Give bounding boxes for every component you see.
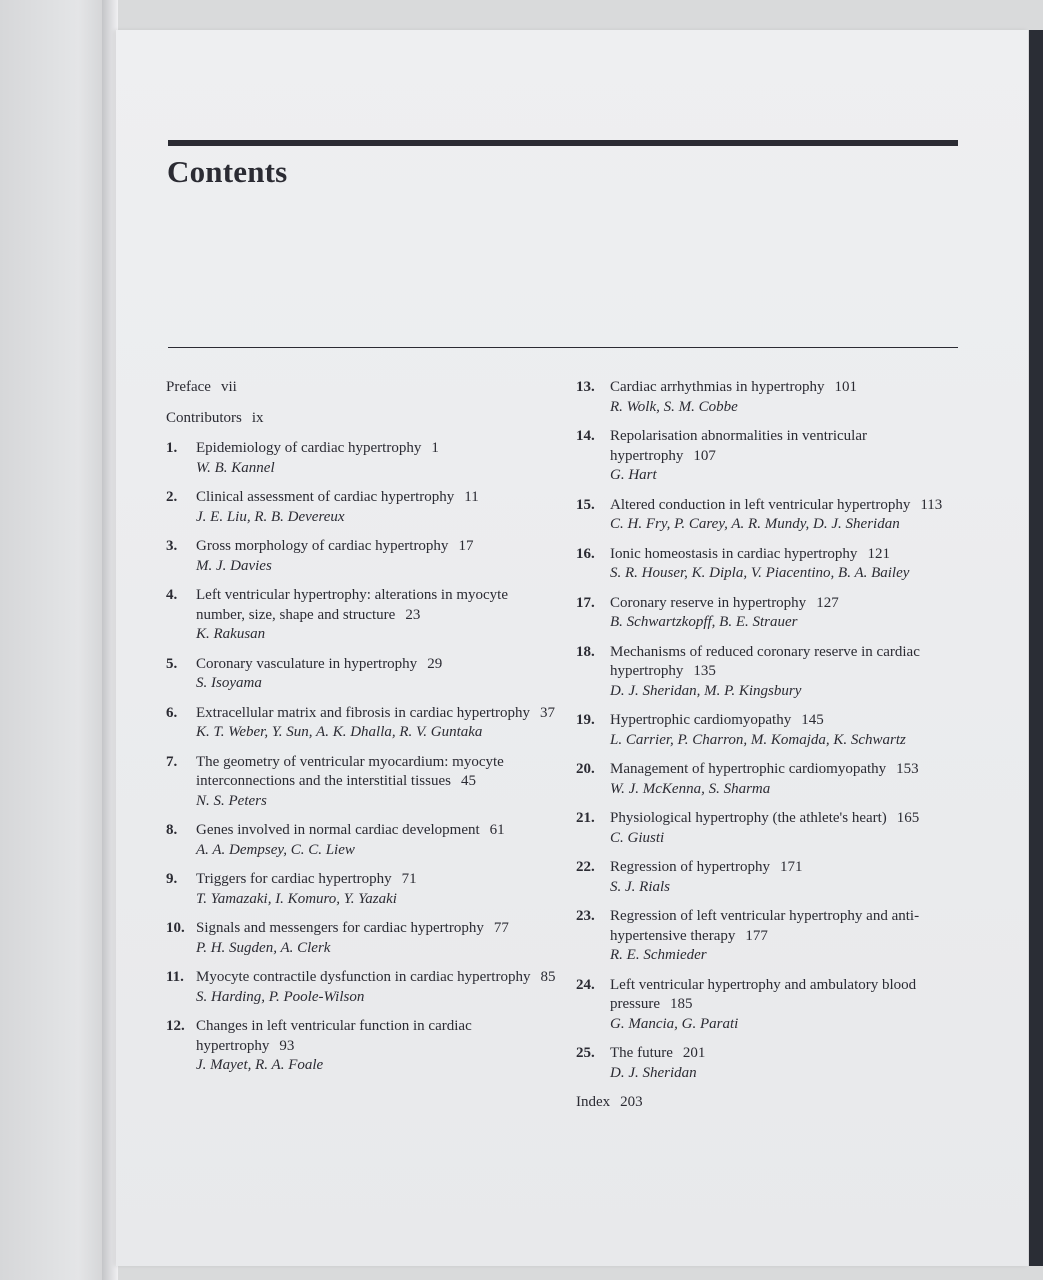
- toc-entry: [576, 760, 968, 799]
- toc-front-preface: [166, 378, 556, 398]
- chapter-number: 15.: [576, 496, 595, 513]
- chapter-number: 23.: [576, 908, 595, 924]
- chapter-title: Physiological hypertrophy (the athlete's heart): [610, 810, 887, 826]
- toc-entry: [166, 1017, 556, 1076]
- chapter-title: Altered conduction in left ventricular hypertrophy: [610, 496, 911, 513]
- chapter-page: 71: [401, 871, 417, 887]
- facing-page: [0, 0, 112, 1280]
- toc-front-contributors: [166, 409, 556, 429]
- toc-entry: [166, 537, 556, 576]
- chapter-authors: T. Yamazaki, I. Komuro, Y. Yazaki: [196, 890, 397, 907]
- chapter-title: Hypertrophic cardiomyopathy: [610, 712, 792, 728]
- front-label: Preface: [166, 379, 211, 395]
- toc-entry: [576, 496, 968, 535]
- chapter-title-line: [610, 427, 968, 466]
- chapter-authors: M. J. Davies: [196, 557, 272, 574]
- chapter-number: 8.: [166, 822, 178, 838]
- toc-entry: [576, 907, 968, 966]
- chapter-title-line: [610, 907, 968, 946]
- chapter-title: Signals and messengers for cardiac hypertrophy: [196, 920, 484, 936]
- chapter-page: 101: [834, 379, 858, 395]
- chapter-title: Genes involved in normal cardiac development: [196, 822, 480, 838]
- chapter-title: Regression of hypertrophy: [610, 859, 770, 875]
- toc-entry: [576, 643, 968, 702]
- chapter-title: Regression of left ventricular hypertrophy and anti-hypertensive therapy: [610, 908, 920, 944]
- chapter-number: 4.: [166, 587, 178, 603]
- chapter-page: 177: [745, 927, 768, 944]
- chapter-page: 17: [458, 538, 474, 554]
- chapter-title-line: [196, 537, 556, 557]
- chapter-page: 201: [682, 1045, 706, 1061]
- chapter-page: 121: [867, 545, 890, 562]
- chapter-authors: S. J. Rials: [610, 878, 670, 895]
- chapter-title-line: [196, 919, 556, 939]
- chapter-page: 185: [669, 996, 693, 1012]
- chapter-authors: C. Giusti: [610, 829, 665, 846]
- chapter-authors: R. Wolk, S. M. Cobbe: [610, 398, 738, 415]
- toc-entry: [166, 704, 556, 743]
- back-label: Index: [576, 1094, 611, 1110]
- chapter-title-line: [610, 809, 968, 829]
- chapter-title-line: [196, 1017, 556, 1056]
- chapter-number: 6.: [166, 704, 178, 721]
- chapter-title-line: [196, 753, 556, 792]
- front-page: vii: [220, 379, 237, 395]
- chapter-title-line: [610, 1044, 968, 1064]
- chapter-number: 21.: [576, 810, 595, 826]
- toc-entry: [166, 655, 556, 694]
- chapter-title: Epidemiology of cardiac hypertrophy: [196, 440, 422, 456]
- chapter-authors: S. R. Houser, K. Dipla, V. Piacentino, B. A. Bailey: [610, 565, 910, 581]
- chapter-page: 127: [816, 594, 839, 611]
- toc-entry: [576, 1044, 968, 1083]
- chapter-authors: J. E. Liu, R. B. Devereux: [196, 508, 345, 525]
- chapter-title-line: [610, 594, 968, 614]
- page-title: Contents: [167, 154, 288, 189]
- toc-entries-left: [166, 439, 556, 1076]
- chapter-authors: W. J. McKenna, S. Sharma: [610, 780, 771, 797]
- chapter-authors: N. S. Peters: [196, 792, 267, 809]
- chapter-title: Ionic homeostasis in cardiac hypertrophy: [610, 545, 858, 562]
- toc-entries-right: [576, 378, 968, 1083]
- chapter-title-line: [196, 586, 556, 625]
- chapter-page: 171: [779, 859, 803, 875]
- toc-entry: [576, 711, 968, 750]
- chapter-title-line: [610, 711, 968, 731]
- chapter-title-line: [196, 704, 556, 724]
- chapter-page: 61: [489, 822, 505, 838]
- chapter-title: Coronary reserve in hypertrophy: [610, 594, 807, 611]
- chapter-title-line: [196, 439, 556, 459]
- toc-entry: [576, 545, 968, 584]
- chapter-title: Coronary vasculature in hypertrophy: [196, 655, 418, 672]
- chapter-title: The future: [610, 1045, 673, 1061]
- chapter-authors: K. Rakusan: [196, 626, 266, 642]
- chapter-authors: G. Mancia, G. Parati: [610, 1015, 739, 1032]
- chapter-page: 93: [279, 1037, 295, 1054]
- chapter-page: 23: [405, 606, 421, 623]
- toc-entry: [576, 427, 968, 486]
- chapter-number: 9.: [166, 871, 178, 887]
- chapter-number: 11.: [166, 969, 184, 985]
- chapter-title-line: [610, 496, 968, 516]
- toc-entry: [166, 821, 556, 860]
- chapter-number: 12.: [166, 1018, 185, 1034]
- chapter-page: 29: [427, 655, 443, 672]
- chapter-authors: A. A. Dempsey, C. C. Liew: [196, 841, 355, 858]
- toc-entry: [166, 488, 556, 527]
- toc-entry: [576, 858, 968, 897]
- chapter-title-line: [610, 858, 968, 878]
- toc-entry: [166, 919, 556, 958]
- divider-rule: [168, 347, 958, 348]
- chapter-authors: D. J. Sheridan: [610, 1064, 697, 1081]
- chapter-title: Cardiac arrhythmias in hypertrophy: [610, 379, 825, 395]
- chapter-title: Changes in left ventricular function in cardiac hypertrophy: [196, 1018, 472, 1054]
- book-cover-edge: [1029, 30, 1043, 1266]
- chapter-title-line: [610, 643, 968, 682]
- chapter-title: Clinical assessment of cardiac hypertrophy: [196, 489, 455, 505]
- chapter-number: 18.: [576, 643, 595, 660]
- chapter-number: 2.: [166, 489, 178, 505]
- chapter-title: Left ventricular hypertrophy and ambulatory blood pressure: [610, 976, 917, 1012]
- chapter-authors: R. E. Schmieder: [610, 947, 707, 963]
- chapter-page: 85: [540, 969, 556, 985]
- chapter-authors: G. Hart: [610, 467, 657, 483]
- toc-entry: [166, 753, 556, 812]
- toc-column-right: [576, 378, 968, 1124]
- chapter-authors: S. Harding, P. Poole-Wilson: [196, 988, 365, 1005]
- chapter-number: 17.: [576, 594, 595, 611]
- front-page: ix: [251, 409, 264, 426]
- chapter-number: 7.: [166, 753, 178, 770]
- chapter-title: Gross morphology of cardiac hypertrophy: [196, 538, 449, 554]
- toc-back-index: [576, 1093, 968, 1113]
- front-label: Contributors: [166, 409, 242, 426]
- chapter-number: 16.: [576, 545, 595, 562]
- toc-entry: [166, 586, 556, 645]
- chapter-authors: J. Mayet, R. A. Foale: [196, 1057, 324, 1073]
- chapter-title-line: [196, 870, 556, 890]
- chapter-number: 22.: [576, 859, 595, 875]
- chapter-title: Extracellular matrix and fibrosis in cardiac hypertrophy: [196, 704, 531, 721]
- toc-entry: [576, 809, 968, 848]
- chapter-title: Triggers for cardiac hypertrophy: [196, 871, 392, 887]
- chapter-number: 14.: [576, 428, 595, 444]
- chapter-authors: P. H. Sugden, A. Clerk: [196, 939, 331, 956]
- chapter-title-line: [196, 488, 556, 508]
- chapter-page: 45: [460, 773, 476, 789]
- chapter-title: Mechanisms of reduced coronary reserve in cardiac hypertrophy: [610, 643, 920, 679]
- chapter-title: The geometry of ventricular myocardium: myocyte interconnections and the interstitial tissues: [196, 753, 504, 789]
- chapter-title-line: [610, 545, 968, 565]
- chapter-authors: D. J. Sheridan, M. P. Kingsbury: [610, 682, 802, 699]
- toc-entry: [576, 378, 968, 417]
- chapter-title: Repolarisation abnormalities in ventricular hypertrophy: [610, 428, 868, 464]
- chapter-authors: W. B. Kannel: [196, 459, 275, 476]
- toc-entry: [576, 976, 968, 1035]
- chapter-authors: L. Carrier, P. Charron, M. Komajda, K. Schwartz: [610, 731, 906, 748]
- chapter-page: 165: [896, 810, 920, 826]
- chapter-authors: K. T. Weber, Y. Sun, A. K. Dhalla, R. V. Guntaka: [196, 724, 483, 740]
- chapter-page: 113: [920, 496, 943, 513]
- chapter-number: 10.: [166, 920, 185, 936]
- chapter-number: 20.: [576, 761, 595, 777]
- chapter-number: 3.: [166, 538, 178, 554]
- chapter-title-line: [610, 976, 968, 1015]
- chapter-number: 1.: [166, 440, 178, 456]
- chapter-number: 13.: [576, 379, 595, 395]
- toc-entry: [166, 968, 556, 1007]
- chapter-page: 135: [693, 663, 716, 679]
- toc-entry: [576, 594, 968, 633]
- chapter-number: 5.: [166, 655, 178, 672]
- chapter-title: Management of hypertrophic cardiomyopathy: [610, 761, 887, 777]
- chapter-number: 24.: [576, 976, 595, 993]
- chapter-authors: C. H. Fry, P. Carey, A. R. Mundy, D. J. Sheridan: [610, 516, 900, 532]
- toc-entry: [166, 439, 556, 478]
- chapter-page: 107: [693, 447, 716, 464]
- chapter-page: 153: [896, 761, 919, 777]
- chapter-title-line: [196, 655, 556, 675]
- chapter-number: 19.: [576, 712, 595, 728]
- chapter-page: 37: [540, 704, 556, 721]
- contents-page: [116, 30, 1028, 1266]
- chapter-title: Left ventricular hypertrophy: alterations in myocyte number, size, shape and structure: [196, 587, 508, 623]
- chapter-authors: B. Schwartzkopff, B. E. Strauer: [610, 614, 798, 630]
- chapter-page: 145: [801, 712, 824, 728]
- chapter-page: 11: [464, 489, 479, 505]
- chapter-title-line: [610, 760, 968, 780]
- toc-entry: [166, 870, 556, 909]
- toc-column-left: [166, 378, 556, 1086]
- chapter-page: 1: [431, 440, 439, 456]
- chapter-authors: S. Isoyama: [196, 675, 262, 691]
- chapter-title: Myocyte contractile dysfunction in cardiac hypertrophy: [196, 969, 531, 985]
- header-rule: [168, 140, 958, 146]
- chapter-title-line: [196, 968, 556, 988]
- chapter-title-line: [610, 378, 968, 398]
- chapter-page: 77: [493, 920, 509, 936]
- chapter-title-line: [196, 821, 556, 841]
- chapter-number: 25.: [576, 1045, 595, 1061]
- back-page: 203: [620, 1094, 643, 1110]
